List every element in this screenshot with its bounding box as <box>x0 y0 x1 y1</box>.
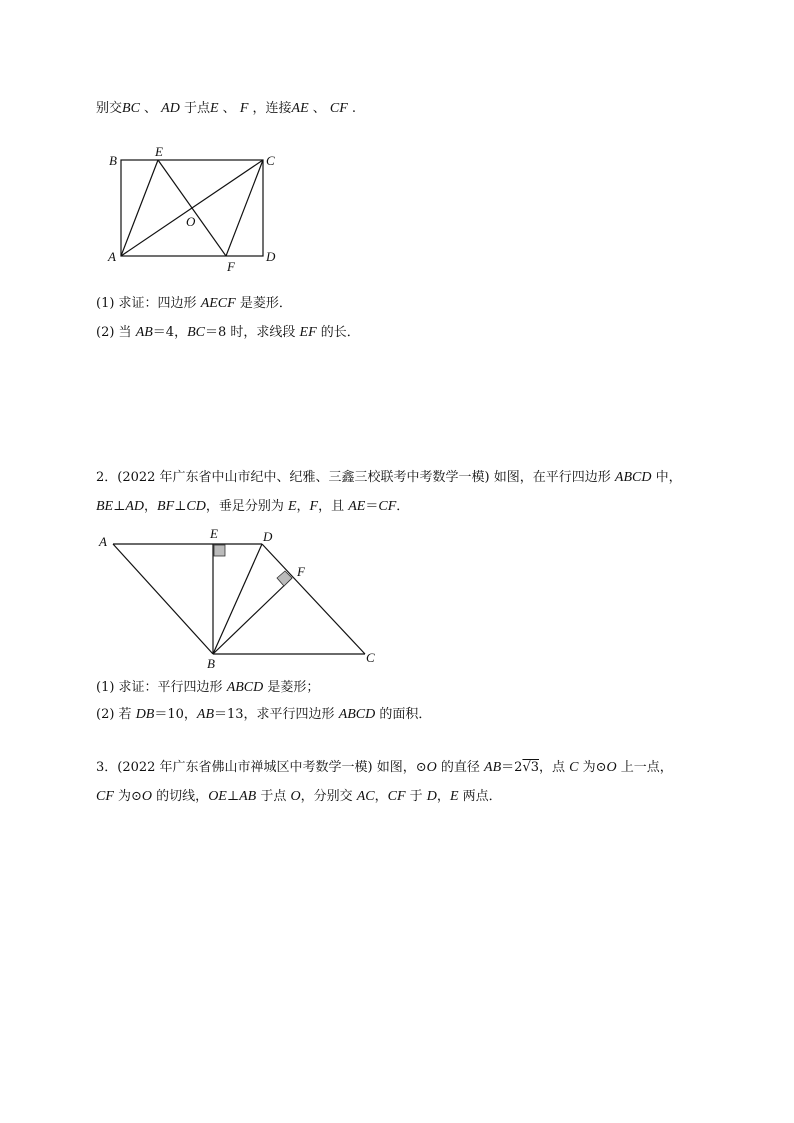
text: 为⊙ <box>113 789 142 804</box>
var: AB <box>484 760 502 775</box>
var: E <box>287 499 297 514</box>
p2-question-1 <box>96 680 319 696</box>
label-d: D <box>266 249 276 264</box>
text: 于 <box>405 789 427 804</box>
var: AD <box>161 101 180 116</box>
text: (2) 若 <box>96 707 136 722</box>
label-c: C <box>266 153 275 168</box>
p3-statement-line-1 <box>96 760 673 776</box>
text: 于点 <box>256 789 291 804</box>
text: 的长． <box>316 325 360 340</box>
text: ＝13，求平行四边形 <box>214 707 339 722</box>
text: ， <box>436 789 450 804</box>
var: O <box>290 789 301 804</box>
label-e: E <box>210 526 218 541</box>
var: AE <box>291 101 309 116</box>
var: CF <box>96 789 114 804</box>
label-f: F <box>297 564 305 579</box>
var: O <box>141 789 153 804</box>
text: ＝8 时，求线段 <box>204 325 300 340</box>
text: 于点 <box>179 101 210 116</box>
text: ⊥ <box>226 789 240 804</box>
text: 为⊙ <box>578 760 607 775</box>
var: AD <box>125 499 145 514</box>
var: AE <box>348 499 366 514</box>
label-a: A <box>108 249 116 264</box>
text: . <box>347 101 357 116</box>
text: ， <box>144 499 158 514</box>
diagonal-bd <box>213 544 262 654</box>
var: CD <box>186 499 206 514</box>
text: 两点． <box>458 789 502 804</box>
text: ，垂足分别为 <box>205 499 288 514</box>
text: 2．(2022 年广东省中山市纪中、纪雅、三鑫三校联考中考数学一模) 如图，在平行四边形 <box>96 470 615 485</box>
var: ABCD <box>338 707 376 722</box>
text: ， <box>296 499 310 514</box>
text: 、 <box>218 101 240 116</box>
altitude-bf <box>213 578 292 654</box>
label-f: F <box>227 259 235 274</box>
var: F <box>239 101 249 116</box>
label-c: C <box>366 650 375 665</box>
var: CF <box>378 499 397 514</box>
var: O <box>426 760 437 775</box>
var: AB <box>239 789 257 804</box>
text: ⊥ <box>174 499 187 514</box>
text: 是菱形． <box>235 296 292 311</box>
text: 是菱形； <box>263 680 320 695</box>
text: (2) 当 <box>96 325 136 340</box>
var: BC <box>187 325 205 340</box>
text: 别交 <box>96 101 123 116</box>
var: ABCD <box>226 680 264 695</box>
label-b: B <box>207 656 215 671</box>
var: OE <box>208 789 227 804</box>
label-b: B <box>109 153 117 168</box>
text: ，分别交 <box>300 789 357 804</box>
var: D <box>426 789 437 804</box>
text: ，点 <box>539 760 570 775</box>
var: F <box>309 499 319 514</box>
text: 、 <box>139 101 162 116</box>
text: ，且 <box>318 499 349 514</box>
var: DB <box>135 707 155 722</box>
text: 上一点， <box>616 760 673 775</box>
var: AB <box>196 707 215 722</box>
var: CF <box>387 789 406 804</box>
text: ． <box>396 499 410 514</box>
text: (1) 求证：平行四边形 <box>96 680 227 695</box>
var: O <box>606 760 617 775</box>
text: ＝ <box>365 499 379 514</box>
label-a: A <box>99 534 107 549</box>
var: ABCD <box>614 470 652 485</box>
label-e: E <box>155 144 163 159</box>
text: ＝10， <box>154 707 197 722</box>
var: CF <box>329 101 348 116</box>
text: 的切线， <box>152 789 209 804</box>
var: AECF <box>200 296 236 311</box>
text: 的面积． <box>375 707 432 722</box>
p3-statement-line-2 <box>96 789 502 805</box>
side-ab <box>113 544 213 654</box>
text: ＝4， <box>152 325 188 340</box>
text: 3．(2022 年广东省佛山市禅城区中考数学一模) 如图，⊙ <box>96 760 427 775</box>
var: EF <box>299 325 317 340</box>
var: BC <box>122 101 140 116</box>
var: AC <box>356 789 375 804</box>
label-d: D <box>263 529 273 544</box>
side-dc <box>262 544 365 654</box>
text: ，连接 <box>248 101 292 116</box>
text: ⊥ <box>113 499 126 514</box>
text: ＝2 <box>501 760 523 775</box>
var: E <box>449 789 459 804</box>
var: BE <box>96 499 114 514</box>
text: 中， <box>651 470 682 485</box>
var: E <box>209 101 219 116</box>
p2-question-2 <box>96 707 431 723</box>
var: C <box>569 760 579 775</box>
sqrt-three: √3 <box>522 760 539 775</box>
text: 的直径 <box>436 760 485 775</box>
text: ， <box>374 789 388 804</box>
right-angle-mark-e <box>214 545 225 556</box>
var: AB <box>135 325 153 340</box>
label-o: O <box>186 214 196 229</box>
text: (1) 求证：四边形 <box>96 296 201 311</box>
var: BF <box>157 499 175 514</box>
text: 、 <box>308 101 330 116</box>
